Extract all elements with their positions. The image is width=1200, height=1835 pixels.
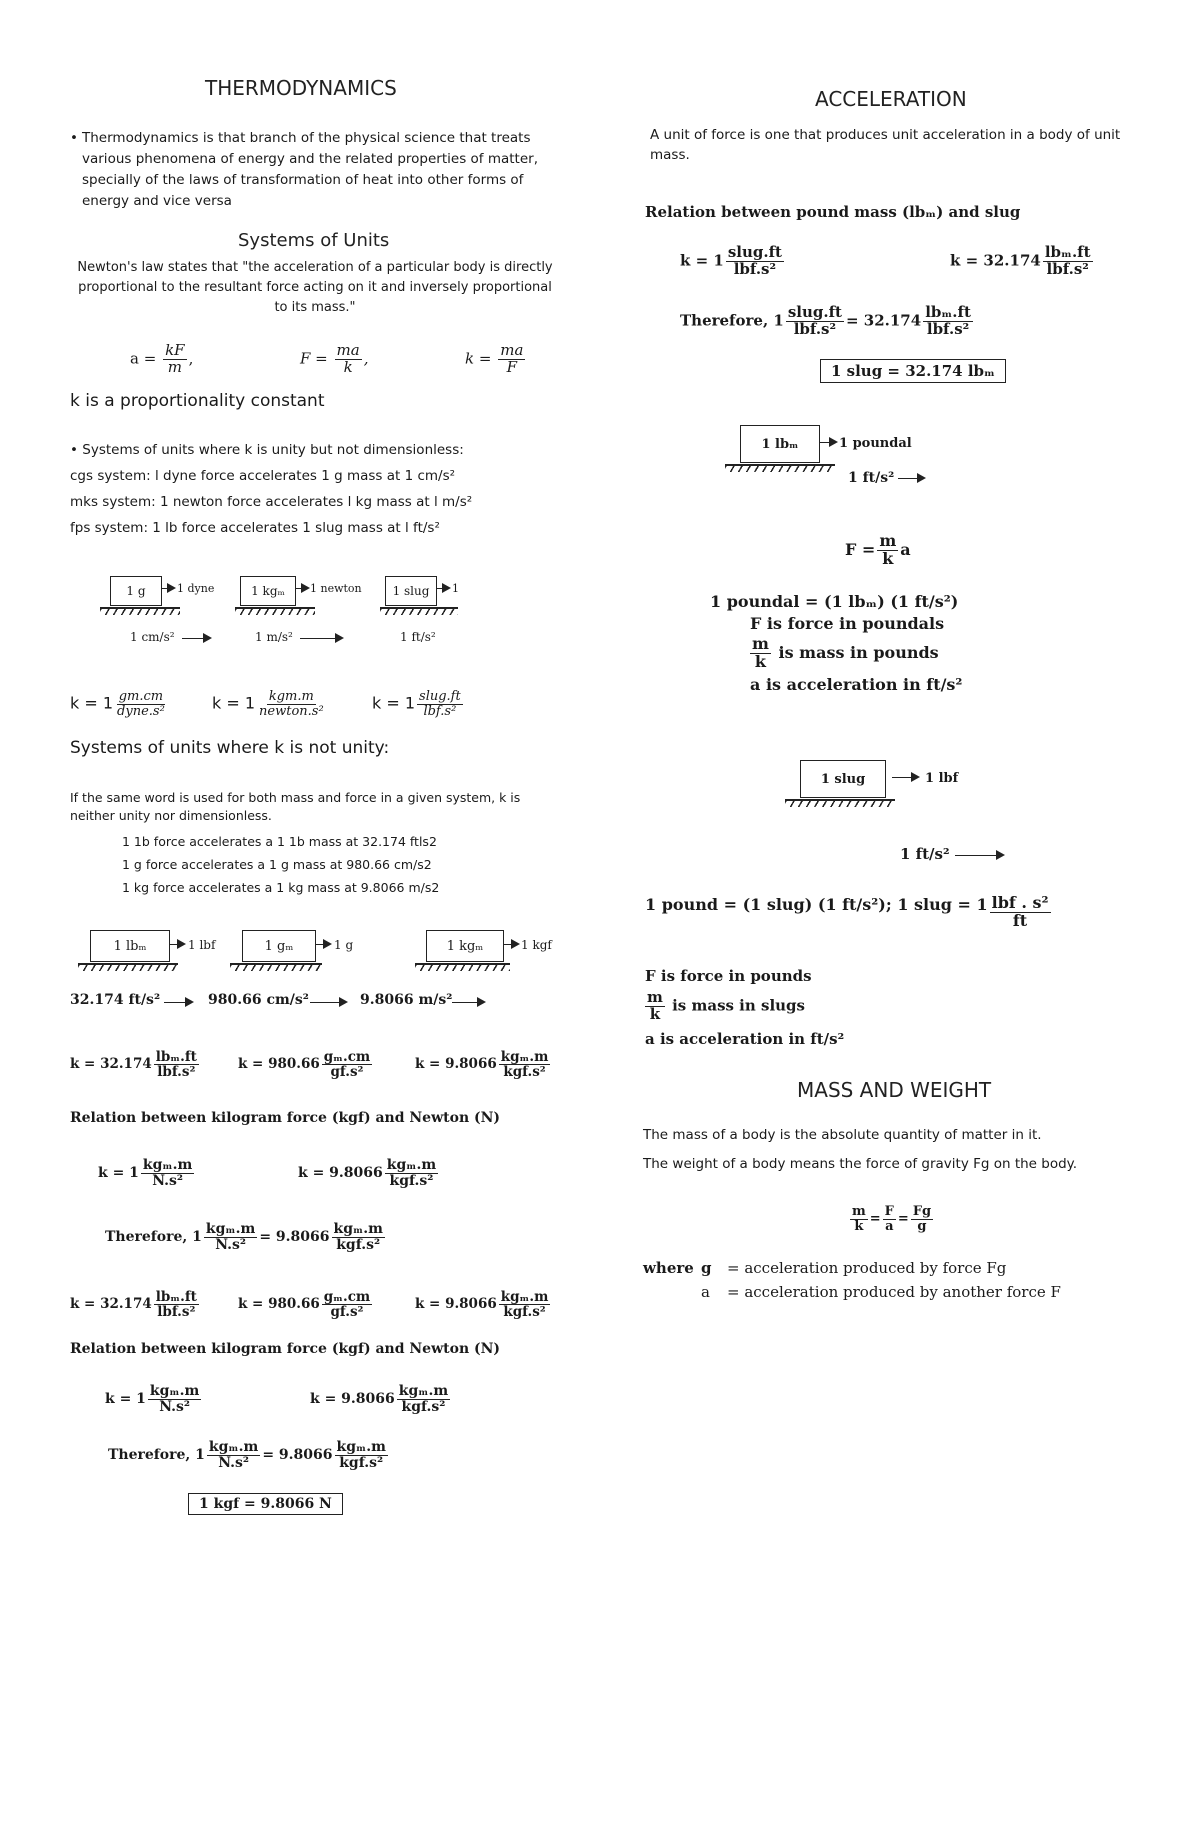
pound-slug-equation: 1 pound = (1 slug) (1 ft/s²); 1 slug = 1 $\frac{\text{lbf . s²}}{ft}$ <box>645 893 1049 930</box>
arrow-icon <box>504 944 518 945</box>
box-1lbm: 1 lbₘ <box>90 930 170 962</box>
accel-1m: 1 m/s² <box>255 630 293 644</box>
equation-F <box>300 343 368 376</box>
force-1lbf: 1 lbf <box>188 938 216 952</box>
arrow-icon <box>296 588 308 589</box>
where-a-symbol: a <box>701 1283 710 1301</box>
box-1kg: 1 kgₘ <box>240 576 296 606</box>
slug-eq-1: k = 1 $\frac{\text{slug.ft}}{\text{lbf.s²}}$ <box>680 243 782 278</box>
ground-hatch <box>725 464 835 472</box>
example-lb: 1 1b force accelerates a 1 1b mass at 32.174 ftls2 <box>122 834 437 849</box>
poundal-def-mass: $\frac{m}{k}$ is mass in pounds <box>752 634 939 671</box>
arrow-icon <box>170 944 184 945</box>
accel-32: 32.174 ft/s² <box>70 992 161 1008</box>
eq-F-num: ma <box>336 341 360 359</box>
eq-F-den: k <box>343 357 353 376</box>
accel-1ft: 1 ft/s² <box>400 630 436 644</box>
poundal-def-accel: a is acceleration in ft/s² <box>750 675 963 694</box>
eq-a-num: kF <box>165 341 185 359</box>
k-eq-cgs: k = 1 $\frac{gm.cm}{\text{dyne.s²}}$ <box>70 689 165 719</box>
arrow-icon <box>898 478 924 479</box>
arrow-icon <box>820 442 836 443</box>
force-1dyne: 1 dyne <box>177 582 215 595</box>
example-g: 1 g force accelerates a 1 g mass at 980.66 cm/s2 <box>122 857 432 872</box>
ground-hatch <box>785 799 895 807</box>
eq-F-tail: , <box>363 349 369 368</box>
arrow-icon <box>316 944 330 945</box>
accel-9: 9.8066 m/s² <box>360 992 453 1008</box>
mks-line: mks system: 1 newton force accelerates l kg mass at l m/s² <box>70 494 473 510</box>
accel-1fts2: 1 ft/s² <box>848 470 895 486</box>
unity-heading: • Systems of units where k is unity but not dimensionless: <box>70 442 464 458</box>
equation-a <box>130 343 193 376</box>
F-equation: F = $\frac{m}{k}$ a <box>845 531 911 568</box>
unity-systems-list <box>70 437 570 541</box>
force-1g: 1 g <box>334 938 354 952</box>
arrow-icon <box>162 588 174 589</box>
ground-hatch <box>235 607 315 615</box>
k-eq-kg-2: k = 9.8066 $\frac{\text{kgₘ.m}}{\text{kgf.s²}}$ <box>415 1289 549 1321</box>
boxed-kgf-result: 1 kgf = 9.8066 N <box>188 1493 343 1515</box>
force-1kgf: 1 kgf <box>521 938 552 952</box>
examples-list <box>122 830 439 899</box>
k-eq-fps: k = 1 $\frac{\text{slug.ft}}{\text{lbf.s²}}$ <box>372 689 461 719</box>
eq-a-den: m <box>167 357 182 376</box>
weight-definition: The weight of a body means the force of gravity Fg on the body. <box>643 1156 1078 1172</box>
accel-980: 980.66 cm/s² <box>208 992 309 1008</box>
kn-eq-b: k = 9.8066 $\frac{\text{kgₘ.m}}{\text{kgf.s²}}$ <box>298 1157 437 1189</box>
where-g-def: = acceleration produced by force Fg <box>727 1259 1007 1277</box>
box-1slug: 1 slug <box>385 576 437 606</box>
where-a-def: = acceleration produced by another force F <box>727 1283 1061 1301</box>
poundal-equation: 1 poundal = (1 lbₘ) (1 ft/s²) <box>710 592 959 611</box>
eq-a-tail: , <box>188 349 194 368</box>
k-eq-g: k = 980.66 $\frac{\text{gₘ.cm}}{\text{gf.s²}}$ <box>238 1049 371 1081</box>
mass-weight-title: MASS AND WEIGHT <box>797 1078 992 1102</box>
box-1kgm: 1 kgₘ <box>426 930 504 962</box>
k-eq-lb: k = 32.174 $\frac{\text{lbₘ.ft}}{\text{lbf.s²}}$ <box>70 1049 197 1081</box>
where-g-symbol: g <box>701 1259 712 1277</box>
force-1lbf: 1 lbf <box>925 771 959 786</box>
thermodynamics-title: THERMODYNAMICS <box>205 76 397 100</box>
example-kg: 1 kg force accelerates a 1 kg mass at 9.8066 m/s2 <box>122 880 440 895</box>
ground-hatch <box>78 963 178 971</box>
arrow-icon <box>182 638 210 639</box>
slug-def-mass: $\frac{m}{k}$ is mass in slugs <box>647 988 805 1023</box>
cgs-line: cgs system: l dyne force accelerates 1 g mass at 1 cm/s² <box>70 468 456 484</box>
boxed-slug-result: 1 slug = 32.174 lbₘ <box>820 359 1006 383</box>
kn-eq-a: k = 1 $\frac{\text{kgₘ.m}}{\text{N.s²}}$ <box>98 1157 193 1189</box>
kn-eq-d: k = 9.8066 $\frac{\text{kgₘ.m}}{\text{kgf.s²}}$ <box>310 1383 449 1415</box>
k-eq-g-2: k = 980.66 $\frac{\text{gₘ.cm}}{\text{gf.s²}}$ <box>238 1289 371 1321</box>
force-1poundal: 1 poundal <box>839 436 912 451</box>
force-1newton: 1 newton <box>310 582 362 595</box>
arrow-icon <box>437 588 449 589</box>
eq-F-lhs: F = <box>300 349 328 368</box>
k-eq-kg: k = 9.8066 $\frac{\text{kgₘ.m}}{\text{kgf.s²}}$ <box>415 1049 549 1081</box>
ground-hatch <box>380 607 458 615</box>
box-1lbm: 1 lbₘ <box>740 425 820 463</box>
therefore-kg-n-2: Therefore, 1 $\frac{\text{kgₘ.m}}{\text{N.s²}}$ = 9.8066 $\frac{\text{kgₘ.m}}{\text{kgf.s²}}$ <box>108 1439 386 1471</box>
slug-def-accel: a is acceleration in ft/s² <box>645 1030 845 1048</box>
mass-weight-equation: $\frac{m}{k}$ = $\frac{F}{a}$ = $\frac{Fg}{g}$ <box>852 1204 932 1234</box>
arrow-icon <box>300 638 342 639</box>
where-definitions <box>643 1256 1061 1304</box>
ground-hatch <box>415 963 510 971</box>
arrow-icon <box>452 1002 484 1003</box>
poundal-diagram <box>720 420 1000 500</box>
relation-kgf-newton-2: Relation between kilogram force (kgf) and Newton (N) <box>70 1341 501 1357</box>
fps-line: fps system: 1 lb force accelerates 1 slug mass at l ft/s² <box>70 520 440 536</box>
eq-k-num: ma <box>500 341 524 359</box>
box-1g: 1 g <box>110 576 162 606</box>
not-unity-text: If the same word is used for both mass and force in a given system, k is neither unity nor dimensionless. <box>70 790 521 823</box>
unity-diagram <box>100 570 520 665</box>
force-1: 1 <box>452 582 459 595</box>
poundal-def-force: F is force in poundals <box>750 614 945 633</box>
relation-lbm-slug-heading: Relation between pound mass (lbₘ) and slug <box>645 203 1021 221</box>
ground-hatch <box>100 607 180 615</box>
eq-k-lhs: k = <box>465 349 492 368</box>
intro-bullet-item <box>70 128 555 212</box>
systems-of-units-heading: Systems of Units <box>238 230 390 251</box>
ground-hatch <box>230 963 322 971</box>
k-note: k is a proportionality constant <box>70 391 325 411</box>
newton-law-text: Newton's law states that "the acceleration of a particular body is directly proportional to the resultant force acting on it and inversely proportional to its mass." <box>77 260 553 315</box>
box-1gm: 1 gₘ <box>242 930 316 962</box>
where-label: where <box>643 1259 694 1277</box>
slug-eq-2: k = 32.174 $\frac{\text{lbₘ.ft}}{\text{lbf.s²}}$ <box>950 243 1091 278</box>
acceleration-title: ACCELERATION <box>815 87 967 111</box>
equation-k <box>465 343 527 376</box>
slug-def-force: F is force in pounds <box>645 967 812 985</box>
k-eq-mks: k = 1 $\frac{\text{kgm.m}}{\text{newton.s²}}$ <box>212 689 324 719</box>
therefore-slug: Therefore, 1 $\frac{\text{slug.ft}}{\text{lbf.s²}}$ = 32.174 $\frac{\text{lbₘ.ft}}{\text{lbf.s²}}$ <box>680 303 971 338</box>
accel-1cm: 1 cm/s² <box>130 630 175 644</box>
eq-a-lhs: a = <box>130 349 157 368</box>
arrow-icon <box>892 777 918 778</box>
intro-text: Thermodynamics is that branch of the physical science that treats various phenomena of energy and the related properties of matter, specially of the laws of transformation of heat into other forms of energy and vice versa <box>82 130 538 209</box>
eq-k-den: F <box>506 357 518 376</box>
acceleration-intro: A unit of force is one that produces unit acceleration in a body of unit mass. <box>650 127 1121 163</box>
mass-definition: The mass of a body is the absolute quantity of matter in it. <box>643 1127 1042 1143</box>
box-1slug: 1 slug <box>800 760 886 798</box>
k-eq-lb-2: k = 32.174 $\frac{\text{lbₘ.ft}}{\text{lbf.s²}}$ <box>70 1289 197 1321</box>
not-unity-heading: Systems of units where k is not unity: <box>70 738 390 758</box>
kn-eq-c: k = 1 $\frac{\text{kgₘ.m}}{\text{N.s²}}$ <box>105 1383 200 1415</box>
slug-diagram <box>780 755 1100 875</box>
relation-kgf-newton-1: Relation between kilogram force (kgf) and Newton (N) <box>70 1110 501 1126</box>
bullet: • <box>70 130 78 146</box>
arrow-icon <box>164 1002 192 1003</box>
accel-1fts2: 1 ft/s² <box>900 845 950 863</box>
arrow-icon <box>310 1002 346 1003</box>
arrow-icon <box>955 855 1003 856</box>
therefore-kg-n-1: Therefore, 1 $\frac{\text{kgₘ.m}}{\text{N.s²}}$ = 9.8066 $\frac{\text{kgₘ.m}}{\text{kgf.s²}}$ <box>105 1221 383 1253</box>
